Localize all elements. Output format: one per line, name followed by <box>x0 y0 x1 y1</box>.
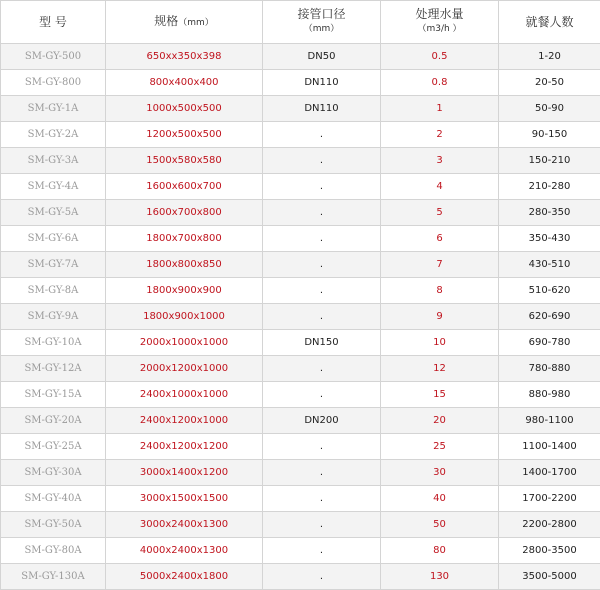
cell-spec: 650xx350x398 <box>106 44 263 70</box>
cell-people: 510-620 <box>499 278 600 304</box>
cell-spec: 1800x800x850 <box>106 252 263 278</box>
cell-flow: 12 <box>381 356 499 382</box>
cell-model: SM-GY-50A <box>1 512 106 538</box>
header-spec-label: 规格 <box>154 14 178 28</box>
cell-pipe: . <box>263 486 381 512</box>
cell-model: SM-GY-10A <box>1 330 106 356</box>
cell-flow: 3 <box>381 148 499 174</box>
cell-pipe: . <box>263 382 381 408</box>
table-row <box>1 304 600 330</box>
header-pipe-label: 接管口径 <box>297 7 345 21</box>
cell-model: SM-GY-1A <box>1 96 106 122</box>
cell-people: 620-690 <box>499 304 600 330</box>
cell-flow: 8 <box>381 278 499 304</box>
cell-pipe: . <box>263 122 381 148</box>
table-row <box>1 382 600 408</box>
cell-pipe: . <box>263 200 381 226</box>
cell-model: SM-GY-12A <box>1 356 106 382</box>
cell-pipe: . <box>263 252 381 278</box>
table-row <box>1 44 600 70</box>
header-flow-label: 处理水量 <box>415 7 463 21</box>
cell-model: SM-GY-9A <box>1 304 106 330</box>
cell-pipe: DN150 <box>263 330 381 356</box>
cell-people: 280-350 <box>499 200 600 226</box>
cell-spec: 1000x500x500 <box>106 96 263 122</box>
cell-people: 2800-3500 <box>499 538 600 564</box>
cell-flow: 10 <box>381 330 499 356</box>
cell-model: SM-GY-15A <box>1 382 106 408</box>
cell-pipe: . <box>263 356 381 382</box>
cell-spec: 2400x1200x1000 <box>106 408 263 434</box>
cell-pipe: DN200 <box>263 408 381 434</box>
cell-spec: 1500x580x580 <box>106 148 263 174</box>
header-flow <box>381 1 499 44</box>
cell-pipe: . <box>263 460 381 486</box>
table-row <box>1 356 600 382</box>
cell-model: SM-GY-800 <box>1 70 106 96</box>
header-spec-unit: （mm） <box>178 18 214 28</box>
table-row <box>1 96 600 122</box>
cell-pipe: . <box>263 304 381 330</box>
cell-people: 210-280 <box>499 174 600 200</box>
table-row <box>1 512 600 538</box>
cell-flow: 80 <box>381 538 499 564</box>
cell-pipe: DN110 <box>263 96 381 122</box>
cell-people: 1-20 <box>499 44 600 70</box>
cell-pipe: . <box>263 148 381 174</box>
cell-spec: 2000x1000x1000 <box>106 330 263 356</box>
cell-pipe: . <box>263 564 381 590</box>
cell-flow: 9 <box>381 304 499 330</box>
cell-people: 880-980 <box>499 382 600 408</box>
cell-spec: 3000x2400x1300 <box>106 512 263 538</box>
cell-model: SM-GY-4A <box>1 174 106 200</box>
cell-pipe: DN50 <box>263 44 381 70</box>
header-people-label: 就餐人数 <box>525 15 573 29</box>
cell-pipe: . <box>263 538 381 564</box>
cell-model: SM-GY-500 <box>1 44 106 70</box>
cell-people: 1400-1700 <box>499 460 600 486</box>
header-model-label: 型 号 <box>39 15 67 29</box>
cell-spec: 1600x600x700 <box>106 174 263 200</box>
table-row <box>1 434 600 460</box>
cell-model: SM-GY-3A <box>1 148 106 174</box>
cell-model: SM-GY-7A <box>1 252 106 278</box>
cell-pipe: . <box>263 278 381 304</box>
cell-pipe: . <box>263 174 381 200</box>
cell-people: 20-50 <box>499 70 600 96</box>
cell-spec: 1800x900x900 <box>106 278 263 304</box>
cell-pipe: . <box>263 226 381 252</box>
cell-spec: 2000x1200x1000 <box>106 356 263 382</box>
cell-flow: 7 <box>381 252 499 278</box>
cell-model: SM-GY-5A <box>1 200 106 226</box>
cell-people: 3500-5000 <box>499 564 600 590</box>
cell-model: SM-GY-80A <box>1 538 106 564</box>
cell-people: 90-150 <box>499 122 600 148</box>
cell-flow: 5 <box>381 200 499 226</box>
cell-model: SM-GY-20A <box>1 408 106 434</box>
cell-people: 1100-1400 <box>499 434 600 460</box>
cell-flow: 0.8 <box>381 70 499 96</box>
cell-model: SM-GY-6A <box>1 226 106 252</box>
cell-people: 350-430 <box>499 226 600 252</box>
cell-model: SM-GY-130A <box>1 564 106 590</box>
cell-spec: 1200x500x500 <box>106 122 263 148</box>
cell-spec: 800x400x400 <box>106 70 263 96</box>
cell-flow: 40 <box>381 486 499 512</box>
cell-spec: 1600x700x800 <box>106 200 263 226</box>
table-row <box>1 200 600 226</box>
cell-spec: 1800x900x1000 <box>106 304 263 330</box>
header-model <box>1 1 106 44</box>
cell-pipe: . <box>263 512 381 538</box>
cell-people: 980-1100 <box>499 408 600 434</box>
cell-spec: 2400x1200x1200 <box>106 434 263 460</box>
header-row <box>1 1 600 44</box>
cell-spec: 3000x1400x1200 <box>106 460 263 486</box>
cell-spec: 5000x2400x1800 <box>106 564 263 590</box>
cell-flow: 30 <box>381 460 499 486</box>
cell-flow: 130 <box>381 564 499 590</box>
table-row <box>1 252 600 278</box>
cell-people: 780-880 <box>499 356 600 382</box>
cell-flow: 6 <box>381 226 499 252</box>
table-row <box>1 486 600 512</box>
header-flow-unit: （m3/h ） <box>381 22 498 37</box>
cell-spec: 1800x700x800 <box>106 226 263 252</box>
cell-flow: 50 <box>381 512 499 538</box>
table-row <box>1 70 600 96</box>
cell-flow: 4 <box>381 174 499 200</box>
cell-flow: 25 <box>381 434 499 460</box>
table-row <box>1 460 600 486</box>
table-row <box>1 122 600 148</box>
cell-people: 150-210 <box>499 148 600 174</box>
table-body <box>1 44 600 590</box>
cell-spec: 4000x2400x1300 <box>106 538 263 564</box>
cell-pipe: . <box>263 434 381 460</box>
cell-flow: 15 <box>381 382 499 408</box>
table-row <box>1 408 600 434</box>
cell-people: 690-780 <box>499 330 600 356</box>
table-row <box>1 564 600 590</box>
cell-model: SM-GY-30A <box>1 460 106 486</box>
cell-spec: 3000x1500x1500 <box>106 486 263 512</box>
cell-model: SM-GY-8A <box>1 278 106 304</box>
table-row <box>1 148 600 174</box>
cell-people: 2200-2800 <box>499 512 600 538</box>
cell-people: 1700-2200 <box>499 486 600 512</box>
table-header <box>1 1 600 44</box>
cell-model: SM-GY-25A <box>1 434 106 460</box>
table-row <box>1 226 600 252</box>
header-pipe <box>263 1 381 44</box>
cell-people: 50-90 <box>499 96 600 122</box>
table-row <box>1 174 600 200</box>
cell-flow: 1 <box>381 96 499 122</box>
cell-model: SM-GY-2A <box>1 122 106 148</box>
table-row <box>1 278 600 304</box>
cell-model: SM-GY-40A <box>1 486 106 512</box>
cell-pipe: DN110 <box>263 70 381 96</box>
cell-flow: 0.5 <box>381 44 499 70</box>
table-row <box>1 538 600 564</box>
cell-flow: 2 <box>381 122 499 148</box>
header-spec <box>106 1 263 44</box>
header-pipe-unit: （mm） <box>263 22 380 37</box>
header-people <box>499 1 600 44</box>
table-row <box>1 330 600 356</box>
cell-spec: 2400x1000x1000 <box>106 382 263 408</box>
cell-flow: 20 <box>381 408 499 434</box>
cell-people: 430-510 <box>499 252 600 278</box>
